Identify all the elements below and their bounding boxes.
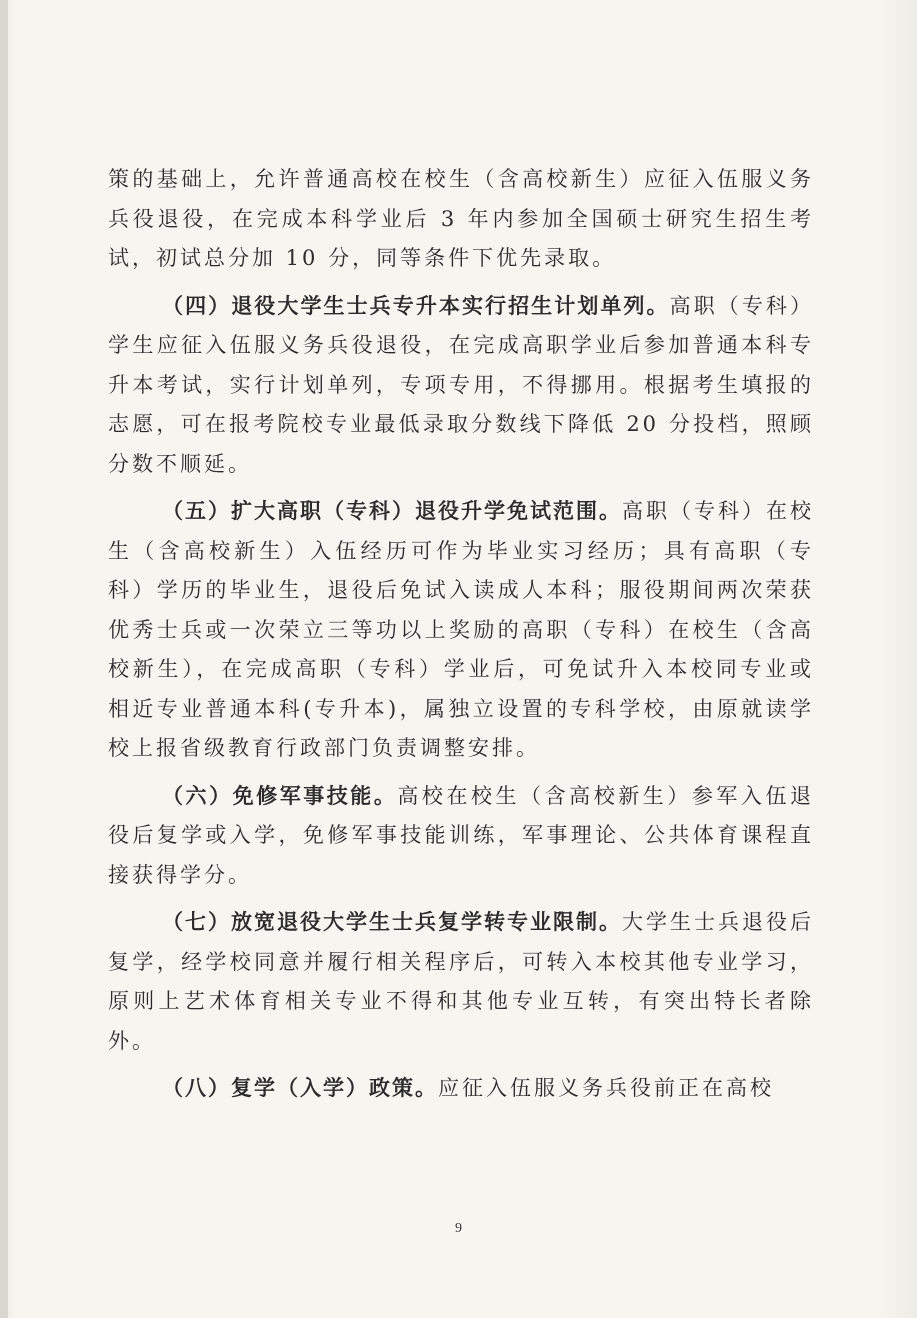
paragraph-text: 高校在校生（含高校新生）参军入伍退役后复学或入学，免修军事技能训练，军事理论、公共体育课程直接获得学分。 (108, 783, 815, 887)
paragraph-continued (108, 160, 814, 279)
section-heading: （五）扩大高职（专科）退役升学免试范围。 (162, 499, 622, 523)
scan-edge (0, 0, 8, 1318)
paragraph-text: 策的基础上，允许普通高校在校生（含高校新生）应征入伍服义务兵役退役，在完成本科学业后 3 年内参加全国硕士研究生招生考试，初试总分加 10 分，同等条件下优先录取。 (108, 167, 814, 270)
section-heading: （七）放宽退役大学生士兵复学转专业限制。 (162, 910, 622, 934)
paragraph-section-8 (108, 1069, 814, 1109)
page-number: 9 (455, 1221, 462, 1236)
paragraph-section-4 (108, 287, 814, 485)
paragraph-section-5 (108, 492, 814, 769)
paragraph-section-6 (108, 777, 814, 896)
body-text (108, 160, 814, 1117)
paragraph-section-7 (108, 903, 814, 1061)
paragraph-text: 大学生士兵退役后复学，经学校同意并履行相关程序后，可转入本校其他专业学习，原则上艺术体育相关专业不得和其他专业互转，有突出特长者除外。 (108, 910, 814, 1053)
section-heading: （六）免修军事技能。 (162, 783, 398, 808)
section-heading: （八）复学（入学）政策。 (162, 1076, 438, 1100)
paragraph-text: 高职（专科）学生应征入伍服义务兵役退役，在完成高职学业后参加普通本科专升本考试，实行计划单列，专项专用，不得挪用。根据考生填报的志愿，可在报考院校专业最低录取分数线下降低 20 分投档，照顾分数不顺延。 (108, 293, 815, 476)
paragraph-text: 高职（专科）在校生（含高校新生）入伍经历可作为毕业实习经历；具有高职（专科）学历的毕业生，退役后免试入读成人本科；服役期间两次荣获优秀士兵或一次荣立三等功以上奖励的高职（专科）在校生（含高校新生），在完成高职（专科）学业后，可免试升入本校同专业或相近专业普通本科(专升本)，属独立设置的专科学校，由原就读学校上报省级教育行政部门负责调整安排。 (108, 499, 814, 760)
paragraph-text: 应征入伍服义务兵役前正在高校 (438, 1076, 774, 1100)
section-heading: （四）退役大学生士兵专升本实行招生计划单列。 (162, 293, 670, 318)
